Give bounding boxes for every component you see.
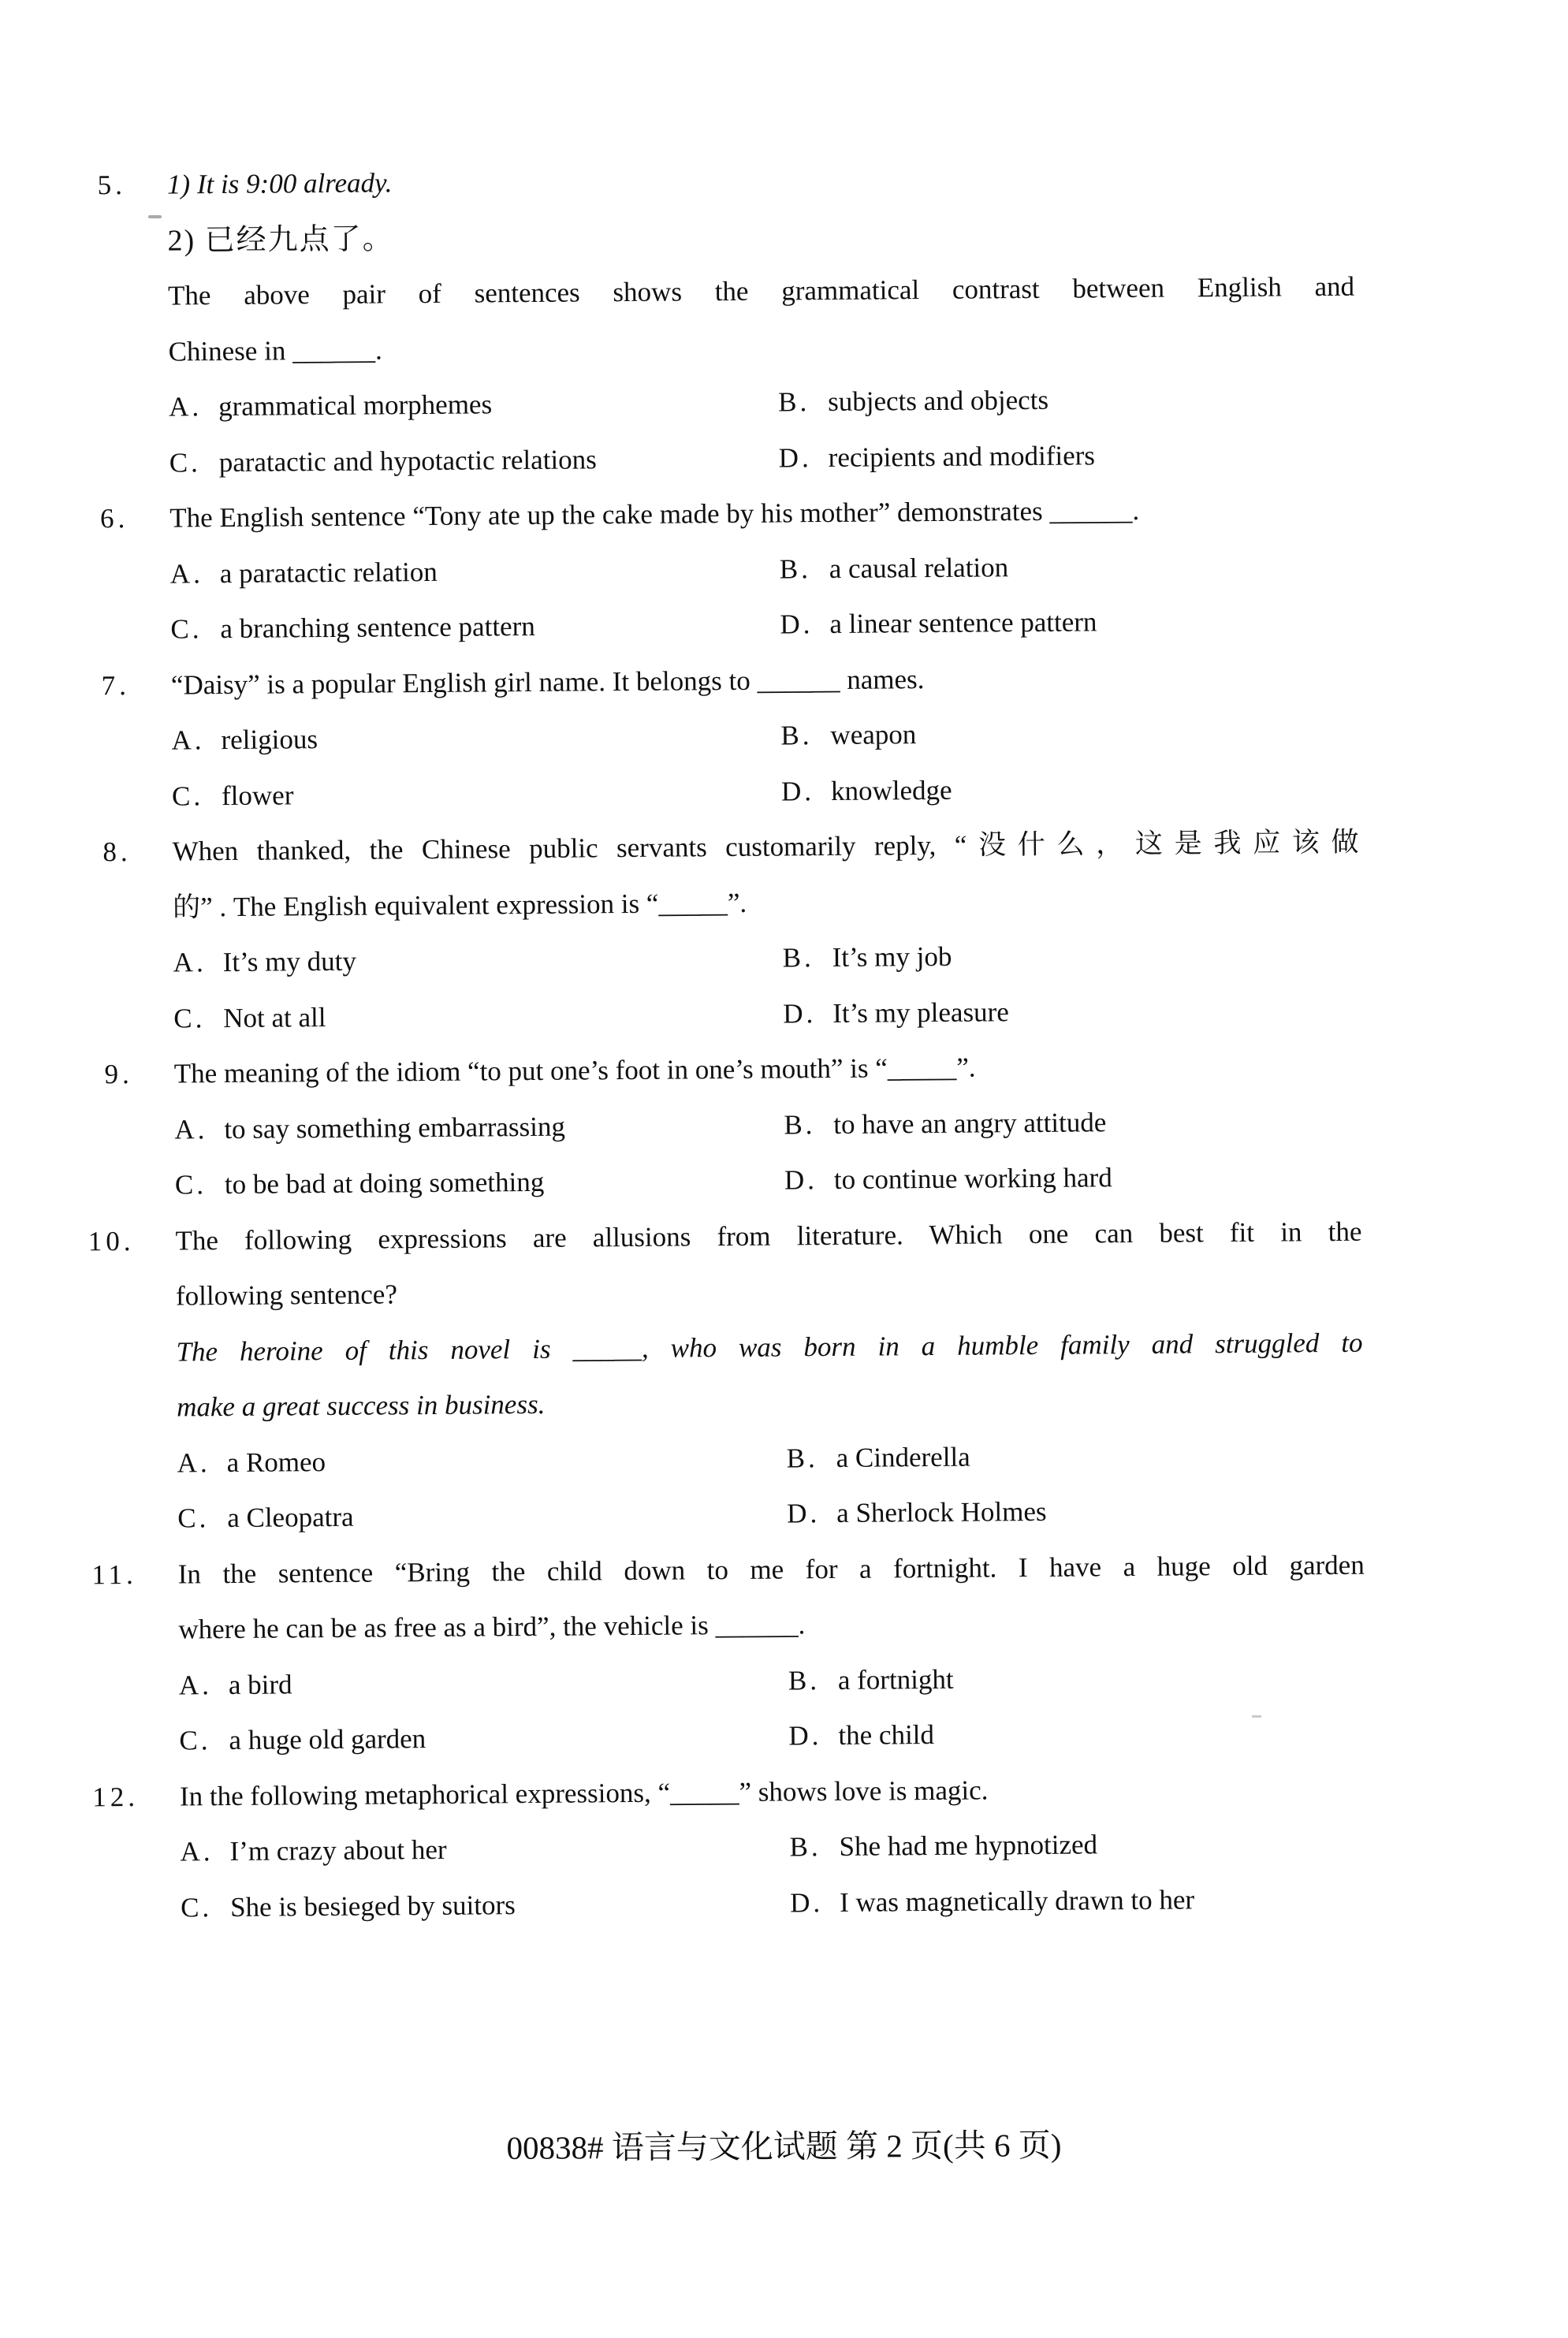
- options-row: [179, 1648, 1366, 1713]
- option-letter: A.: [178, 1669, 213, 1701]
- option-letter: C.: [169, 446, 201, 478]
- question-body: [172, 815, 1360, 1047]
- stem-line: The meaning of the idiom “to put one’s foot in one’s mouth” is “_____”.: [173, 1052, 976, 1089]
- option-letter: D.: [784, 1164, 818, 1196]
- option-text: paratactic and hypotactic relations: [218, 443, 597, 478]
- option-d: [787, 1482, 1365, 1542]
- option-letter: C.: [171, 780, 204, 812]
- options-row: [173, 926, 1360, 991]
- option-text: She is besieged by suitors: [229, 1889, 516, 1923]
- stem-line: When thanked, the Chinese public servants customarily reply, “没什么，这是我应该做: [172, 826, 1359, 867]
- options-row: [180, 1815, 1367, 1880]
- stem-line: In the sentence “Bring the child down to me for a fortnight. I have a huge old garden: [177, 1549, 1365, 1590]
- option-c: [177, 1486, 788, 1547]
- option-a: [169, 375, 779, 436]
- option-text: weapon: [830, 719, 917, 751]
- stem-line: following sentence?: [175, 1279, 398, 1312]
- options-row: [181, 1871, 1368, 1935]
- option-letter: B.: [780, 720, 813, 751]
- option-c: [175, 1152, 785, 1213]
- question-9: [7, 1037, 1362, 1215]
- option-d: [790, 1871, 1368, 1930]
- option-letter: D.: [780, 609, 814, 640]
- option-d: [781, 759, 1359, 819]
- option-text: a Sherlock Holmes: [836, 1495, 1047, 1528]
- option-c: [172, 764, 782, 825]
- option-a: [177, 1431, 787, 1491]
- option-a: [173, 930, 783, 991]
- stem-line-chinese: 2) 已经九点了。: [167, 222, 394, 258]
- option-letter: D.: [789, 1886, 824, 1918]
- option-b: [782, 926, 1360, 986]
- option-letter: B.: [789, 1831, 821, 1863]
- option-d: [784, 1149, 1362, 1208]
- option-text: a Cinderella: [836, 1441, 970, 1473]
- options-row: [170, 537, 1358, 601]
- option-letter: A.: [169, 557, 204, 590]
- option-b: [780, 704, 1358, 764]
- option-text: to be bad at doing something: [224, 1166, 545, 1201]
- option-text: subjects and objects: [827, 384, 1049, 418]
- option-b: [780, 537, 1358, 597]
- option-text: grammatical morphemes: [218, 389, 493, 423]
- option-d: [780, 593, 1358, 653]
- option-c: [169, 430, 779, 491]
- option-letter: A.: [169, 391, 203, 423]
- option-d: [778, 426, 1356, 486]
- option-text: It’s my pleasure: [832, 996, 1009, 1029]
- question-body: [167, 148, 1356, 491]
- option-d: [783, 981, 1361, 1041]
- question-body: [178, 1537, 1366, 1769]
- option-b: [778, 370, 1356, 430]
- question-6: [2, 482, 1358, 659]
- option-a: [179, 1653, 789, 1714]
- question-10: [8, 1204, 1364, 1547]
- question-body: [174, 1037, 1362, 1213]
- option-text: to say something embarrassing: [224, 1111, 566, 1145]
- option-c: [181, 1875, 791, 1936]
- option-a: [180, 1819, 790, 1880]
- option-text: recipients and modifiers: [828, 439, 1096, 473]
- options-row: [169, 370, 1356, 435]
- exam-content: [0, 148, 1367, 1937]
- option-c: [173, 986, 784, 1047]
- option-text: a branching sentence pattern: [220, 610, 535, 645]
- option-letter: B.: [779, 553, 812, 585]
- option-letter: D.: [788, 1720, 822, 1752]
- question-number: 7.: [101, 669, 131, 701]
- option-letter: A.: [174, 1113, 208, 1145]
- question-8: [5, 815, 1360, 1048]
- option-a: [174, 1097, 784, 1158]
- option-letter: A.: [180, 1836, 214, 1867]
- question-11: [11, 1537, 1366, 1770]
- option-text: a paratactic relation: [219, 556, 438, 589]
- option-text: I was magnetically drawn to her: [839, 1883, 1195, 1918]
- option-text: to have an angry attitude: [833, 1106, 1107, 1140]
- option-letter: B.: [788, 1664, 821, 1696]
- option-letter: B.: [777, 386, 810, 418]
- option-letter: C.: [177, 1502, 210, 1534]
- question-body: [175, 1204, 1364, 1547]
- option-d: [788, 1704, 1366, 1764]
- option-text: a fortnight: [837, 1663, 954, 1696]
- option-text: knowledge: [830, 774, 952, 806]
- options-row: [174, 1093, 1361, 1157]
- stem-line-italic: make a great success in business.: [176, 1388, 546, 1423]
- option-letter: B.: [786, 1442, 818, 1473]
- options-row: [175, 1149, 1362, 1213]
- stem-line: In the following metaphorical expressions, “_____” shows love is magic.: [179, 1774, 989, 1812]
- option-letter: A.: [177, 1446, 210, 1479]
- option-letter: B.: [782, 942, 814, 974]
- option-letter: D.: [787, 1498, 821, 1529]
- question-5: [0, 148, 1356, 492]
- option-c: [170, 598, 780, 658]
- options-row: [171, 704, 1358, 769]
- stem-line: “Daisy” is a popular English girl name. It belongs to ______ names.: [170, 663, 925, 701]
- question-12: [13, 1759, 1368, 1937]
- stem-line: The following expressions are allusions from literature. Which one can best fit in the: [175, 1216, 1362, 1256]
- question-number: 6.: [99, 502, 129, 534]
- stem-line: 的” . The English equivalent expression is “_____”.: [173, 887, 747, 923]
- option-text: a bird: [228, 1668, 292, 1700]
- question-number: 9.: [104, 1058, 133, 1090]
- stem-line-italic: The heroine of this novel is _____, who was born in a humble family and struggled to: [176, 1327, 1363, 1368]
- option-text: She had me hypnotized: [839, 1829, 1098, 1862]
- option-letter: D.: [780, 775, 815, 806]
- options-row: [177, 1482, 1365, 1547]
- option-c: [179, 1708, 789, 1769]
- option-b: [788, 1648, 1366, 1708]
- option-a: [170, 542, 780, 602]
- question-number: 12.: [92, 1781, 140, 1812]
- stem-line: The English sentence “Tony ate up the cake made by his mother” demonstrates ______.: [169, 494, 1140, 534]
- option-b: [786, 1426, 1364, 1486]
- options-row: [170, 593, 1358, 657]
- stem-line: 1) It is 9:00 already.: [166, 167, 393, 200]
- question-number: 8.: [102, 836, 132, 868]
- option-text: the child: [838, 1719, 935, 1751]
- option-text: a Cleopatra: [227, 1501, 354, 1534]
- question-number: 5.: [97, 169, 127, 201]
- stem-line: The above pair of sentences shows the grammatical contrast between English and: [167, 270, 1355, 311]
- question-number: 11.: [91, 1558, 137, 1590]
- options-row: [179, 1704, 1366, 1769]
- option-text: a huge old garden: [229, 1723, 426, 1756]
- option-letter: C.: [173, 1002, 206, 1034]
- option-letter: C.: [180, 1891, 213, 1923]
- options-row: [173, 981, 1361, 1046]
- option-letter: D.: [778, 441, 812, 474]
- option-text: It’s my job: [832, 940, 952, 973]
- option-letter: C.: [170, 613, 203, 645]
- stem-line: Chinese in ______.: [168, 333, 382, 367]
- question-body: [180, 1759, 1368, 1935]
- page-footer: 00838# 语言与文化试题 第 2 页(共 6 页): [506, 2127, 1062, 2166]
- question-number: 10.: [88, 1225, 135, 1256]
- option-text: It’s my duty: [222, 945, 357, 978]
- option-letter: A.: [171, 724, 205, 756]
- stem-line: where he can be as free as a bird”, the vehicle is ______.: [178, 1609, 806, 1645]
- question-body: [171, 648, 1359, 824]
- option-a: [171, 709, 781, 769]
- option-text: to continue working hard: [833, 1162, 1112, 1195]
- question-7: [4, 648, 1359, 825]
- option-text: religious: [221, 724, 318, 756]
- option-text: a linear sentence pattern: [829, 606, 1097, 640]
- option-letter: B.: [784, 1108, 816, 1140]
- option-text: I’m crazy about her: [229, 1834, 447, 1867]
- question-body: [169, 482, 1358, 657]
- option-text: flower: [221, 779, 294, 811]
- option-b: [789, 1815, 1367, 1875]
- option-text: a causal relation: [829, 551, 1009, 584]
- option-letter: A.: [173, 947, 207, 978]
- option-text: a Romeo: [226, 1446, 326, 1478]
- option-letter: D.: [783, 997, 817, 1029]
- option-letter: C.: [179, 1725, 211, 1756]
- options-row: [177, 1426, 1364, 1491]
- options-row: [172, 759, 1359, 824]
- options-row: [169, 426, 1356, 490]
- option-b: [784, 1093, 1361, 1152]
- option-text: Not at all: [223, 1001, 326, 1033]
- option-letter: C.: [174, 1169, 207, 1201]
